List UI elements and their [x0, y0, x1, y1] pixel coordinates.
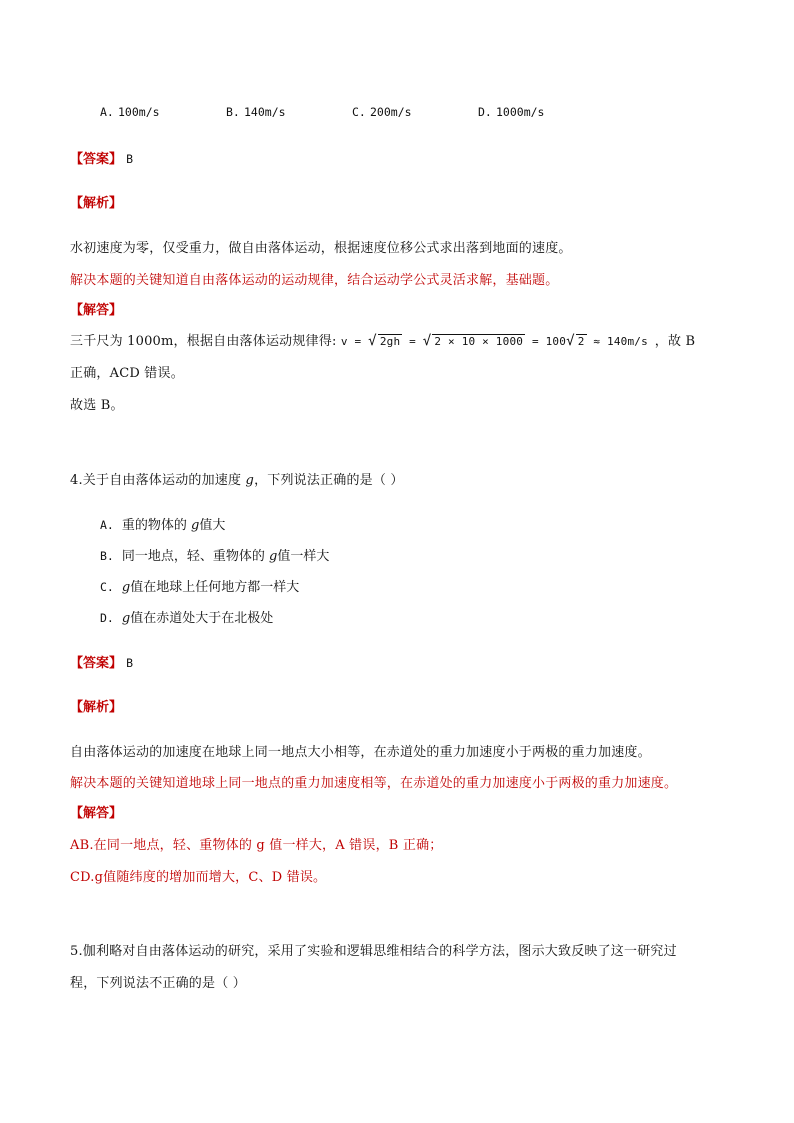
option-text: 200m/s — [370, 105, 412, 119]
answer-value: B — [126, 656, 134, 670]
option-letter: B. — [226, 105, 240, 119]
q3-option-c — [352, 105, 412, 120]
sqrt-sign: √ — [566, 333, 575, 349]
formula-coef: 100 — [545, 335, 567, 348]
option-pre: 重的物体的 — [121, 518, 191, 533]
q4-option-b — [100, 545, 329, 564]
q4-answer — [70, 652, 133, 671]
q3-analysis-line-1: 水初速度为零，仅受重力，做自由落体运动，根据速度位移公式求出落到地面的速度。 — [70, 241, 572, 256]
q4-stem — [70, 469, 404, 488]
q3-solution-label: 【解答】 — [70, 303, 123, 318]
formula — [341, 335, 655, 348]
q4-stem-prefix: 4.关于自由落体运动的加速度 — [70, 473, 246, 488]
solution-prefix: 三千尺为 1000m，根据自由落体运动规律得: — [70, 334, 341, 349]
option-text: 1000m/s — [496, 105, 545, 119]
q4-solution-label: 【解答】 — [70, 806, 123, 821]
option-letter: A. — [100, 518, 114, 532]
q4-option-d — [100, 607, 273, 626]
option-post: 值在赤道处大于在北极处 — [130, 611, 274, 626]
option-g: g — [191, 518, 200, 533]
q4-stem-g: g — [245, 473, 255, 488]
option-post: 值在地球上任何地方都一样大 — [130, 580, 300, 595]
option-letter: B. — [100, 549, 114, 563]
option-pre: 同一地点，轻、重物体的 — [121, 549, 269, 564]
formula-sqrt-3: 2 — [577, 335, 585, 348]
formula-eq-3: = — [531, 335, 539, 348]
option-letter: C. — [100, 580, 114, 594]
formula-result: 140m/s — [607, 335, 648, 348]
q5-stem-line-1: 5.伽利略对自由落体运动的研究，采用了实验和逻辑思维相结合的科学方法，图示大致反映了这一研究过 — [70, 944, 677, 959]
q3-option-d — [478, 105, 544, 120]
option-letter: A. — [100, 105, 114, 119]
option-post: 值大 — [199, 518, 226, 533]
formula-v: v — [340, 335, 348, 348]
option-text: 140m/s — [244, 105, 286, 119]
q4-solution-line-1: AB.在同一地点，轻、重物体的 g 值一样大，A 错误，B 正确； — [70, 838, 443, 853]
q4-solution-line-2: CD.g值随纬度的增加而增大，C、D 错误。 — [70, 870, 327, 885]
formula-sqrt-1: 2gh — [379, 335, 401, 348]
sqrt-sign: √ — [368, 333, 377, 349]
answer-label: 【答案】 — [70, 152, 123, 167]
q4-option-a — [100, 514, 225, 533]
q3-solution-line-2: 正确，ACD 错误。 — [70, 366, 184, 381]
q3-solution-line-1 — [70, 330, 695, 349]
option-letter: C. — [352, 105, 366, 119]
formula-eq-1: = — [354, 335, 362, 348]
option-g: g — [121, 611, 131, 626]
option-letter: D. — [100, 611, 114, 625]
option-g: g — [269, 549, 278, 564]
q3-answer — [70, 148, 133, 167]
q5-stem-line-2: 程，下列说法不正确的是（ ） — [70, 976, 246, 991]
q3-analysis-line-2: 解决本题的关键知道自由落体运动的运动规律，结合运动学公式灵活求解，基础题。 — [70, 273, 559, 288]
formula-approx: ≈ — [593, 335, 601, 348]
answer-value: B — [126, 152, 134, 166]
formula-eq-2: = — [409, 335, 416, 348]
q4-option-c — [100, 576, 299, 595]
q3-analysis-label: 【解析】 — [70, 196, 123, 211]
q3-option-a — [100, 105, 160, 120]
answer-label: 【答案】 — [70, 656, 123, 671]
solution-suffix: ，故 B — [654, 334, 696, 349]
q4-stem-suffix: ，下列说法正确的是（ ） — [254, 473, 404, 488]
q4-analysis-line-2: 解决本题的关键知道地球上同一地点的重力加速度相等，在赤道处的重力加速度小于两极的重力加速度。 — [70, 776, 678, 791]
option-g: g — [121, 580, 131, 595]
option-post: 值一样大 — [277, 549, 330, 564]
q3-solution-line-3: 故选 B。 — [70, 398, 124, 413]
formula-sqrt-2: 2 × 10 × 1000 — [434, 335, 524, 348]
option-text: 100m/s — [118, 105, 160, 119]
option-letter: D. — [478, 105, 492, 119]
q4-analysis-line-1: 自由落体运动的加速度在地球上同一地点大小相等，在赤道处的重力加速度小于两极的重力加速度。 — [70, 745, 651, 760]
q4-analysis-label: 【解析】 — [70, 700, 123, 715]
sqrt-sign: √ — [422, 333, 432, 349]
q3-option-b — [226, 105, 286, 120]
